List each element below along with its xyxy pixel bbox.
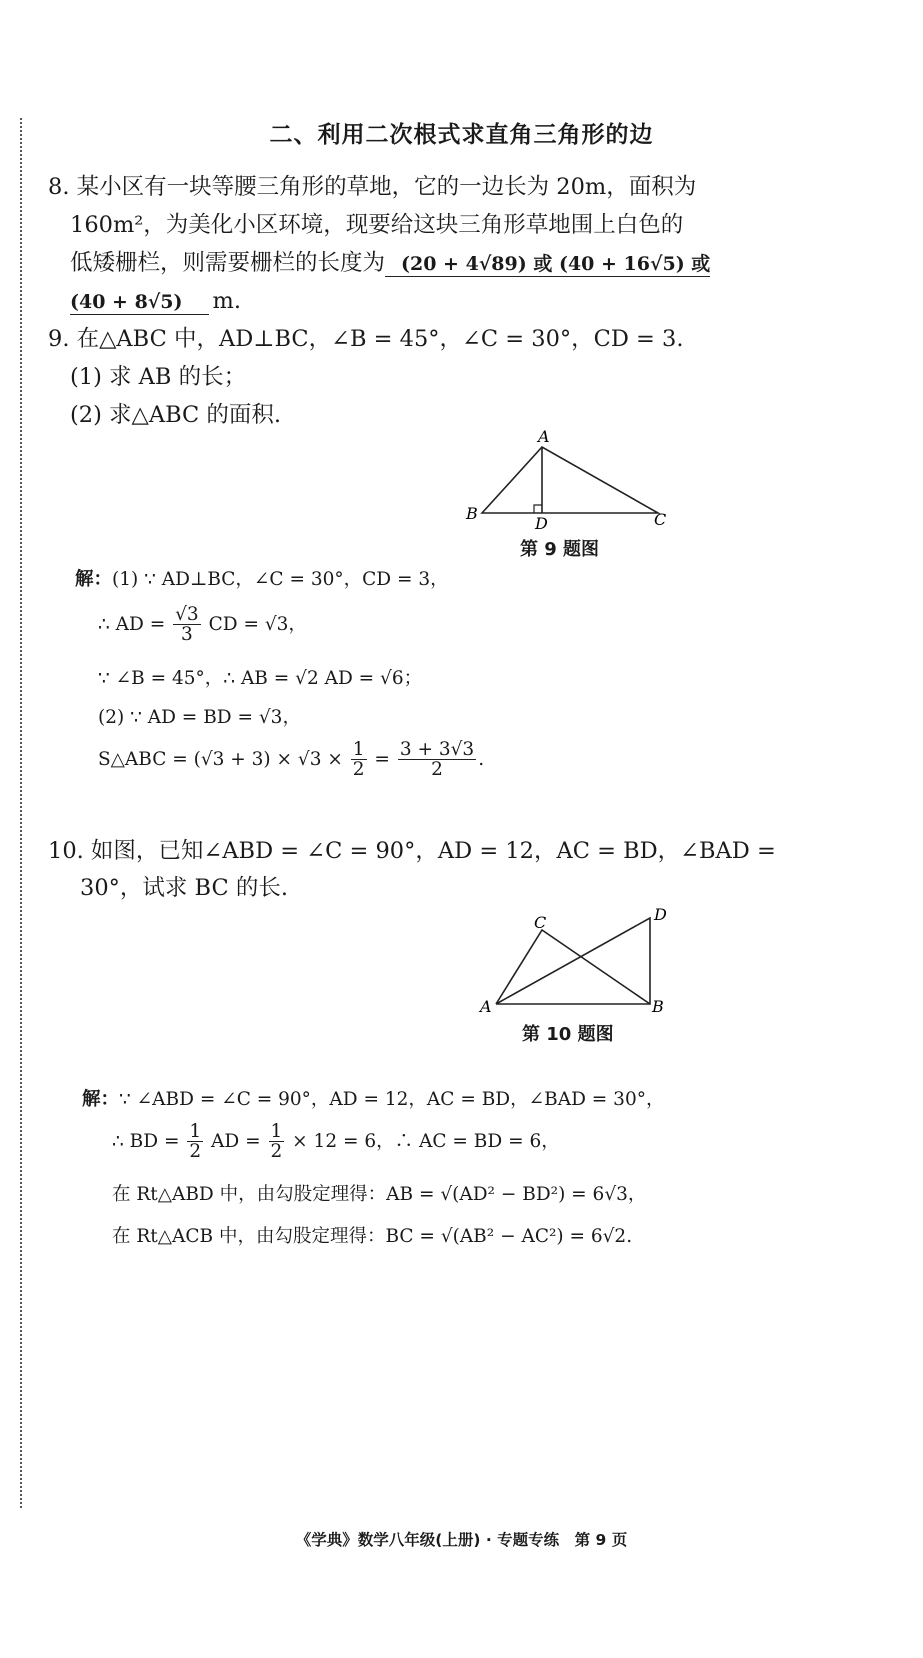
q10-s2-pre: ∴ BD =	[112, 1130, 180, 1152]
q9-solution-line1	[75, 565, 449, 591]
q10-solution-line2	[112, 1122, 560, 1162]
q8-line4	[70, 281, 241, 322]
label-d: D	[654, 905, 667, 924]
q10-figure	[470, 900, 690, 1020]
label-b: B	[652, 997, 664, 1016]
q9-s2-den: 3	[181, 624, 193, 646]
label-a: A	[480, 997, 492, 1016]
q10-solution-s1: ∵ ∠ABD = ∠C = 90°，AD = 12，AC = BD，∠BAD = 30°，	[119, 1089, 665, 1110]
q9-solution-line4: (2) ∵ AD = BD = √3，	[98, 707, 301, 728]
q9-solution-line2	[98, 605, 307, 645]
section-title: 二、利用二次根式求直角三角形的边	[269, 122, 654, 148]
q8-unit: m.	[212, 288, 241, 314]
q10-s2-post: × 12 = 6，∴ AC = BD = 6，	[292, 1130, 560, 1152]
q9-sub1: (1) 求 AB 的长；	[70, 364, 247, 390]
q10-line2: 30°，试求 BC 的长.	[80, 875, 289, 901]
q9-s2-num: √3	[175, 604, 199, 625]
binding-dotted-line	[20, 118, 22, 1508]
q10-solution-line3: 在 Rt△ABD 中，由勾股定理得：AB = √(AD² − BD²) = 6√3，	[112, 1184, 647, 1205]
q10-s2-num2: 1	[270, 1121, 283, 1142]
q9-solution-line5	[98, 740, 484, 780]
q9-figure	[460, 425, 690, 535]
q10-solution-label: 解：	[82, 1089, 120, 1110]
q10-s2-num1: 1	[189, 1121, 202, 1142]
q10-s2-fraction2	[269, 1122, 285, 1162]
q9-s5-den2: 2	[431, 759, 443, 781]
q9-s5-num1: 1	[352, 739, 365, 760]
q10-caption: 第 10 题图	[522, 1024, 614, 1045]
q9-s2-post: CD = √3，	[208, 613, 307, 635]
q9-s5-den1: 2	[352, 759, 365, 781]
label-a: A	[538, 427, 550, 446]
q9-solution-line3: ∵ ∠B = 45°，∴ AB = √2 AD = √6；	[98, 668, 423, 689]
triangle-abc	[482, 447, 658, 513]
q10-s2-mid: AD =	[211, 1130, 261, 1152]
q9-s5-fraction2	[398, 740, 476, 780]
q9-s5-post: .	[478, 748, 485, 770]
q10-solution-line4: 在 Rt△ACB 中，由勾股定理得：BC = √(AB² − AC²) = 6√2.	[112, 1226, 633, 1247]
q8-line2: 160m²，为美化小区环境，现要给这块三角形草地围上白色的	[70, 212, 684, 238]
q9-stem: 9. 在△ABC 中，AD⊥BC，∠B = 45°，∠C = 30°，CD = 3.	[48, 326, 684, 352]
q9-s5-pre: S△ABC = (√3 + 3) × √3 ×	[98, 748, 343, 770]
q9-s5-mid: =	[374, 748, 390, 770]
label-c: C	[534, 913, 547, 932]
q9-caption: 第 9 题图	[520, 539, 600, 560]
q8-line3-prefix: 低矮栅栏，则需要栅栏的长度为	[70, 250, 386, 276]
q9-solution-label: 解：	[75, 569, 113, 590]
q10-solution-line1	[82, 1085, 664, 1111]
q10-s2-den1: 2	[189, 1141, 202, 1163]
q8-line3	[70, 243, 710, 284]
q9-solution-s1: (1) ∵ AD⊥BC，∠C = 30°，CD = 3，	[112, 569, 449, 590]
q9-sub2: (2) 求△ABC 的面积.	[70, 402, 282, 428]
q8-answer-part2: (40 + 8√5)	[70, 291, 209, 315]
page-footer: 《学典》数学八年级(上册) · 专题专练 第 9 页	[295, 1531, 628, 1549]
label-c: C	[654, 510, 667, 529]
right-angle-mark	[534, 505, 542, 513]
q9-s5-fraction1	[351, 740, 367, 780]
triangle-abd	[496, 918, 650, 1004]
label-d: D	[535, 514, 548, 533]
label-b: B	[466, 504, 478, 523]
q9-s5-num2: 3 + 3√3	[399, 739, 475, 760]
q8-line1: 8. 某小区有一块等腰三角形的草地，它的一边长为 20m，面积为	[48, 174, 697, 200]
q9-s2-fraction	[173, 605, 201, 645]
q9-s2-pre: ∴ AD =	[98, 613, 166, 635]
triangle-acb	[496, 930, 650, 1004]
q10-s2-den2: 2	[270, 1141, 283, 1163]
q8-answer-part1: (20 + 4√89) 或 (40 + 16√5) 或	[385, 253, 710, 277]
q10-line1: 10. 如图，已知∠ABD = ∠C = 90°，AD = 12，AC = BD，∠BAD =	[48, 838, 776, 864]
q10-s2-fraction1	[187, 1122, 203, 1162]
